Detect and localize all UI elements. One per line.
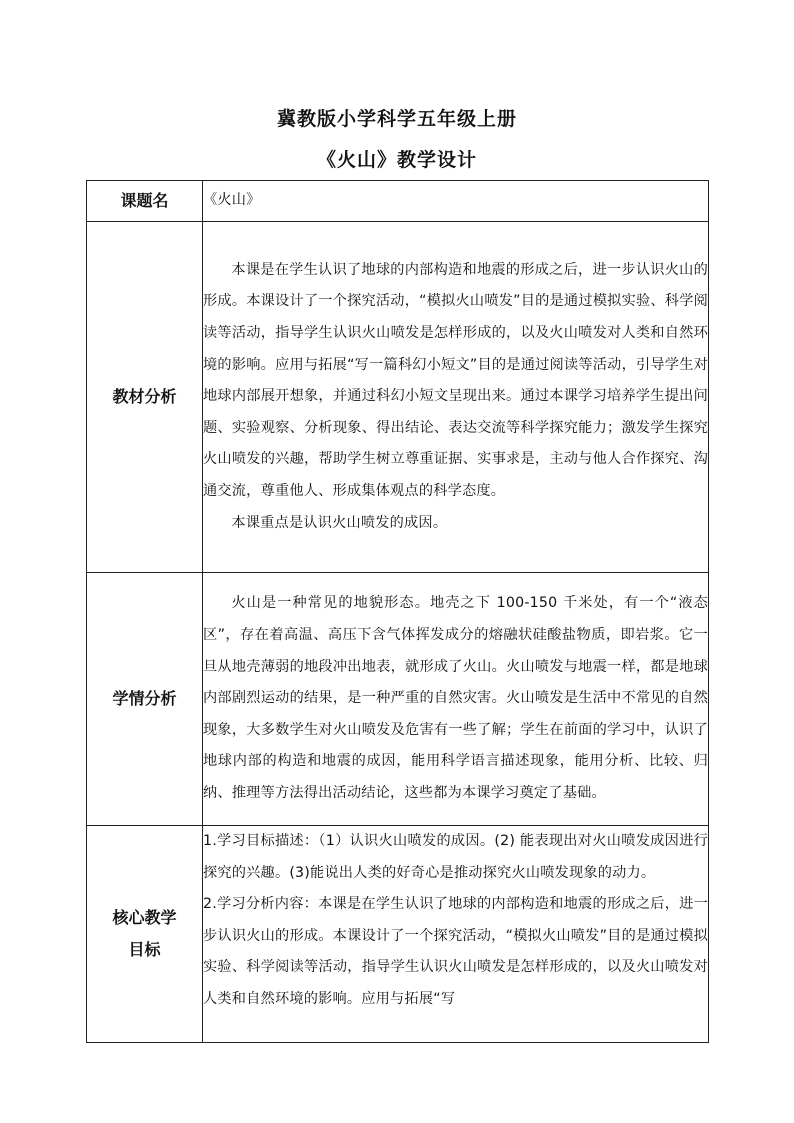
topic-text: 《火山》 <box>203 192 261 209</box>
row-label-topic: 课题名 <box>87 181 203 222</box>
document-subtitle: 《火山》教学设计 <box>316 149 477 171</box>
paragraph: 本课是在学生认识了地球的内部构造和地震的形成之后，进一步认识火山的形成。本课设计了一个探究活动，“模拟火山喷发”目的是通过模拟实验、科学阅读等活动，指导学生认识火山喷发是怎样形成的，以及火山喷发对人类和自然环境的影响。应用与拓展“写一篇科幻小短文”目的是通过阅读等活动，引导学生对地球内部展开想象，并通过科幻小短文呈现出来。通过本课学习培养学生提出问题、实验观察、分析现象、得出结论、表达交流等科学探究能力；激发学生探究火山喷发的兴趣，帮助学生树立尊重证据、实事求是，主动与他人合作探究、沟通交流，尊重他人、形成集体观点的科学态度。 <box>203 261 708 499</box>
document-title: 冀教版小学科学五年级上册 <box>276 108 517 130</box>
row-content-topic <box>203 181 709 222</box>
paragraph: 本课重点是认识火山喷发的成因。 <box>231 514 448 531</box>
table-row <box>87 826 709 1043</box>
paragraph: 2.学习分析内容：本课是在学生认识了地球的内部构造和地震的形成之后，进一步认识火山的形成。本课设计了一个探究活动，“模拟火山喷发”目的是通过模拟实验、科学阅读等活动，指导学生认识火山喷发是怎样形成的，以及火山喷发对人类和自然环境的影响。应用与拓展“写 <box>203 896 708 1007</box>
objectives-text-block <box>203 826 708 1039</box>
row-label-material-analysis: 教材分析 <box>87 222 203 573</box>
paragraph: 火山是一种常见的地貌形态。地壳之下 100-150 千米处，有一个“液态区”，存在着高温、高压下含气体挥发成分的熔融状硅酸盐物质，即岩浆。它一旦从地壳薄弱的地段冲出地表，就形成了火山。火山喷发与地震一样，都是地球内部剧烈运动的结果，是一种严重的自然灾害。火山喷发是生活中不常见的自然现象，大多数学生对火山喷发及危害有一些了解；学生在前面的学习中，认识了地球内部的构造和地震的成因，能用科学语言描述现象，能用分析、比较、归纳、推理等方法得出活动结论，这些都为本课学习奠定了基础。 <box>203 595 708 801</box>
row-content-student-analysis <box>203 573 709 826</box>
table-row <box>87 181 709 222</box>
lesson-plan-table <box>86 180 709 1043</box>
label-line: 目标 <box>128 940 161 959</box>
table-row <box>87 222 709 573</box>
paragraph: 1.学习目标描述：（1）认识火山喷发的成因。(2) 能表现出对火山喷发成因进行探究的兴趣。(3)能说出人类的好奇心是推动探究火山喷发现象的动力。 <box>203 833 708 881</box>
row-content-material-analysis <box>203 222 709 573</box>
row-label-core-objectives <box>87 826 203 1043</box>
table-row <box>87 573 709 826</box>
row-content-core-objectives <box>203 826 709 1043</box>
row-label-student-analysis: 学情分析 <box>87 573 203 826</box>
label-line: 核心教学 <box>112 908 177 927</box>
